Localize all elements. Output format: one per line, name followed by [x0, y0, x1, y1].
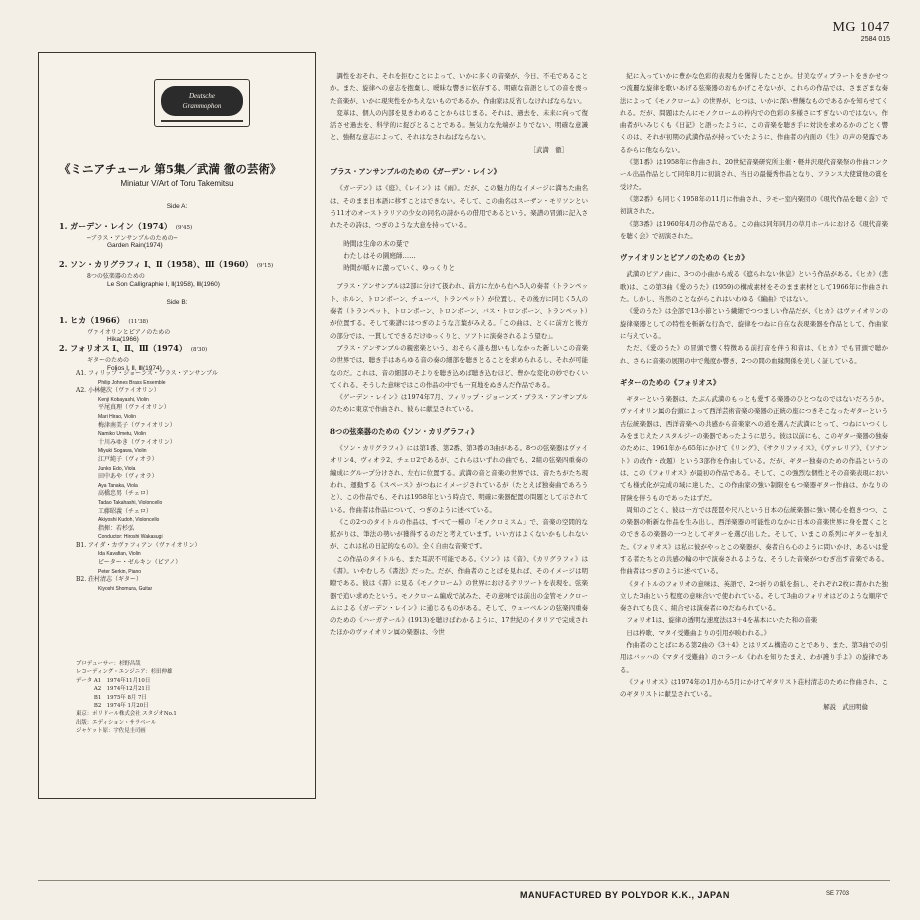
logo-badge: [161, 86, 243, 116]
commentary-author: 解説 武田明倫: [823, 702, 868, 711]
performer-line: Kiyoshi Shomura, Guitar: [98, 585, 153, 592]
logo-underline: [161, 120, 243, 122]
credit-line: データ A1 1974年11月10日: [76, 677, 151, 684]
notes-signature: ［武満 徹］: [529, 145, 568, 154]
credit-line: レコーディング・エンジニア：杉田伸雄: [76, 669, 173, 676]
performer-line: 高橋忠男（チェロ）: [98, 490, 152, 498]
performer-line: 江戸純子（ヴィオラ）: [98, 455, 158, 463]
side-a-label: Side A:: [166, 203, 188, 210]
notes-paragraph: ギターという楽器は、たぶん武満のもっとも愛する楽器のひとつなのではないだろうか。ヴァイオリン属の台頭によって西洋芸術音楽の楽器の正統の座につきそこなったギターという古伝統楽器は、西洋音楽への共感から音楽家への道を選んだ武満にとって、つねにいつくしみをまじえたノスタルジーの楽器であったように思う。彼は以前にも、このギター楽器の独奏のために、1961年から65年にかけて《リング》、《サクリファイス》、《ヴァレリア》、《ソナント》の改作・改題）という3部作を作曲している。だが、ギター独奏のための作品というのは、この《フォリオス》が最初の作品である。そして、この強烈な個性とその音楽表現においても様式化が完成の域に達した、この作曲家の強い制限をもつ楽器ギター作曲は、かなりの冒険を伴うものであったはずだ。: [620, 395, 888, 502]
performer-line: ピーター・ゼルキン（ピアノ）: [98, 559, 182, 567]
album-title-en: Miniatur V/Art of Toru Takemitsu: [120, 179, 234, 188]
footer-code: SE 7703: [826, 891, 850, 897]
notes-paragraph: ただ、《愛のうた》の冒頭で響く特徴ある前打音を伴う和音は、《ヒカ》でも冒頭で聴かれ、さらに音楽の展開の中で幾度か響き、2つの間の血縁関係を美しく証している。: [620, 344, 888, 365]
poem-line: わたしはその園庭師……: [343, 251, 416, 260]
notes-paragraph: 《第1番》は1958年に作曲され、20世紀音楽研究所主催・軽井沢現代音楽祭の作曲コンクール出品作品として同年8月に初演され、当日の最優秀作品となり、フランス大使賞他の賞を受けた。: [620, 158, 888, 191]
notes-paragraph: 《ガーデン》は《庭》、《レイン》は《雨》。だが、この魅力的なイメージに満ちた曲名は、そのまま日本語に移すことはできない。そして、この曲名はスーザン・モリソンという11才のオーストラリアの少女の同名の詩からの借用であるという。楽譜の冒頭に記入されたその詩は、つぎのような大意を持っている。: [330, 184, 588, 230]
notes-paragraph: 《愛のうた》は全部で13小節という繊細でつつましい作品だが、《ヒカ》はヴァイオリンの旋律楽器としての特性を斬新な行為で、旋律をつねに自在な表現楽器を作品として、作曲家に与えている。: [620, 307, 888, 340]
track-subtitle: 8つの弦楽器のための: [87, 273, 145, 280]
side-a-track-1: [59, 221, 299, 249]
notes-paragraph: ブラス・アンサンブルの親密楽という、おそらく誰も想いもしなかった新しいこの音楽の世界では、聴き手はあらゆる音の奏の細部を聴きとることを求められるし、それが可能なのだ。これは、音の細部のそよりを聴き込めば聴き込むほど、豊かな変化の妙でむくいてくれる、そうした意味ではこの作品の中でも一頁地をぬきんだ作品である。: [330, 343, 588, 389]
track-title: 1. ガーデン・レイン（1974）: [59, 221, 172, 231]
credit-line: 出版：エディション・サラベール: [76, 719, 157, 726]
section-heading-folios: ギターのための《フォリオス》: [620, 377, 721, 387]
notes-paragraph: この作品のタイトルも、また耳訳不可能である。《ソン》は《音》、《カリグラフィ》は《書》。いやむしろ《書法》だった。だが、作曲者のことばを見れば、そのイメージは明瞭である。彼は《書》に見る《モノクローム》の世界におけるテリツートを表現を、弦楽器で追い求めたという。モノクローム編成で試みた、その意味では前出の金管モノクロームによる《ガーデン・レイン》に通じるものがある。そして、ウェーベルンの弦楽四重奏のための《ハーガテール》(1913)を聴けばわかるように、17世紀のイタリアで完成されたほかのヴァイオリン属の楽器は、今世: [330, 554, 588, 637]
track-duration: (8'30): [190, 347, 208, 353]
notes-paragraph: 《タイトルのフォリオの意味は、英語で、2つ折りの紙を指し、それぞれ2枚に書かれた独立した3曲という程度の意味合いで使われている。そして3曲のフォリオはどのような順序で奏されても良く、組合せは演奏者にゆだねられている。: [620, 579, 888, 613]
side-a-track-2: [59, 259, 299, 288]
logo-line2: Grammophon: [182, 102, 222, 110]
notes-paragraph: ブラス・アンサンブルは2部に分けて扱われ、前方に左から右へ5人の奏者（トランペット、ホルン、トロンボーン、チューバ、トランペット）が位置し、その後方に同じく5人の奏者（トランペット、トロンボーン、トロンボーン、バス・トロンボーン、トランペット）が位置する。そして楽譜にはつぎのような言葉がみえる。「この曲は、とくに前方と後方の部分では、一貫してできるだけゆっくりと、ソフトに演奏されるよう望む」。: [330, 282, 588, 340]
track-duration: (9'15): [256, 263, 274, 269]
side-b-track-2: [59, 343, 299, 372]
credit-line: ジャケット原：宇佐見圭司画: [76, 728, 146, 735]
notes-paragraph: 武満のピアノ曲に、3つの小曲から成る《遮られない休息》という作品がある。《ヒカ》(悲歌)は、この第3曲《愛のうた》(1959)の構成素材をそのまま素材として1966年に作曲された。しかし、当然のことながらこれはいわゆる《編曲》ではない。: [620, 270, 888, 304]
track-title: 2. フォリオス Ⅰ、Ⅱ、Ⅲ（1974）: [59, 343, 187, 353]
notes-paragraph: 変革は、個人の内部を見きわめることからはじまる。それは、過去を、未来に向って復活させ過去を、科学的に捉びとることである。無気力な先端がよりでない、明確な意識と、強靭な意志によって、それはなされねばならない。: [330, 108, 588, 142]
catalog-subnumber: 2584 015: [860, 36, 890, 43]
section-heading-calligraphie: 8つの弦楽器のための《ソン・カリグラフィ》: [330, 426, 479, 436]
track-title-en: Garden Rain(1974): [107, 242, 163, 249]
notes-paragraph: 《フォリオス》は1974年の1月から5月にかけてギタリスト荘村清志のために作曲され、このギタリストに献呈されている。: [620, 677, 888, 699]
performer-line: 工藤昭義（チェロ）: [98, 507, 152, 515]
track-subtitle: ヴァイオリンとピアノのための: [87, 329, 171, 336]
manufacturer-line: MANUFACTURED BY POLYDOR K.K., JAPAN: [520, 890, 730, 900]
performer-line: B2. 荘村清志（ギター）: [76, 576, 142, 584]
performer-line: 梅津南美子（ヴァイオリン）: [98, 421, 176, 429]
performer-line: Peter Serkin, Piano: [98, 568, 142, 575]
performer-line: Tadao Takahashi, Violoncello: [98, 499, 163, 506]
section-heading-hika: ヴァイオリンとピアノのための《ヒカ》: [620, 253, 749, 263]
logo-line1: Deutsche: [188, 92, 216, 100]
credit-line: B2 1974年 1月20日: [76, 703, 149, 710]
track-duration: (11'38): [128, 319, 149, 325]
deutsche-grammophon-logo: [154, 79, 250, 127]
track-title: 2. ソン・カリグラフィ Ⅰ、Ⅱ（1958）、Ⅲ（1960）: [59, 259, 253, 269]
poem-line: 時間が順々に激っていく、ゆっくりと: [343, 264, 456, 273]
footer-divider: [38, 880, 890, 881]
performer-line: Aya Tanaka, Viola: [98, 482, 138, 489]
performer-line: Conductor: Hiroshi Wakasugi: [98, 534, 163, 541]
track-title-en: Hika(1966): [107, 336, 139, 343]
performer-line: A2. 小林健次（ヴァイオリン）: [76, 387, 160, 395]
notes-paragraph: フォリオ1は、旋律の透明な速度法は3＋4を基本にいたた和の音楽: [626, 616, 818, 625]
performers-list: [76, 370, 266, 593]
notes-paragraph: 《ゲーデン・レイン》は1974年7月、フィリップ・ジョーンズ・ブラス・アンサンブルのために東京で作曲され、彼らに献呈されている。: [330, 393, 588, 414]
production-credits: [76, 660, 266, 736]
performer-line: Namiko Umetu, Violin: [98, 431, 146, 438]
performer-line: 指揮：若杉弘: [98, 524, 135, 532]
track-subtitle: ─ブラス・アンサンブルのための─: [87, 235, 178, 242]
track-title-en: Folios Ⅰ, Ⅱ, Ⅲ(1974): [107, 365, 162, 372]
poem-line: 時間は生命の木の葉で: [343, 239, 410, 248]
track-duration: (9'45): [175, 225, 193, 231]
notes-paragraph: 作曲者のことばにある第2曲の《3＋4》とはリズム構造のことであり、また、第3曲での引用はバッハの《マタイ受難曲》のコラール《われを知りたまえ、わが護り手よ》の旋律である。: [620, 641, 888, 674]
performer-line: Ida Kavafian, Violin: [98, 551, 141, 558]
catalog-number: MG 1047: [832, 20, 890, 35]
notes-paragraph: 紀に入っていかに豊かな色彩的表現力を獲得したことか。甘美なヴィブラートをきかせつつ流麗な旋律を歌いあげる弦楽器のおもかげこそないが、これらの作品では、さまざまな奏法によって《モノクローム》の世界が、ヒつは、いかに深い豊饒なものであるかを知らせてくれる。だが、問題はたんにモノクロームの枠内での色彩の多様さにすぎないのではない。作曲者がいみじくも《日記》と語ったように、この音楽を聴き手に対決を求めるかのごとく響くのは、それが初期の武満作品が持っていたように、作曲者の内面の《生》の声の発露であるからに他ならない。: [620, 72, 888, 154]
performer-line: Miyuki Sogawa, Violin: [98, 448, 147, 455]
catalog-number-block: [832, 20, 890, 43]
notes-paragraph: 《第3番》は1960年4月の作品である。この曲は同年同月の草月ホールにおける《現代音楽を聴く会》で初演された。: [620, 219, 888, 240]
performer-line: 十川みゆき（ヴァイオリン）: [98, 438, 176, 446]
performer-line: A1. フィリップ・ジョーンズ・ブラス・アンサンブル: [76, 370, 218, 377]
credit-line: プロデューサー：杉野昌哉: [76, 661, 141, 667]
credit-line: A2 1974年12月21日: [76, 686, 151, 693]
side-b-track-1: [59, 315, 299, 343]
performer-line: Mari Hirao, Violin: [98, 413, 136, 420]
performer-line: Kenji Kobayashi, Violin: [98, 396, 149, 403]
performer-line: Akiyoshi Kudoh, Violoncello: [98, 517, 160, 524]
notes-paragraph: 《第2番》も同じく1958年の11月に作曲され、ラモー室内楽団の《現代作品を聴く会》で初演された。: [620, 194, 888, 216]
track-title: 1. ヒカ（1966）: [59, 315, 125, 325]
notes-paragraph: 調性をおそれ、それを拒むことによって、いかに多くの音楽が、今日、不毛であることか。また、旋律への意志を抱棄し、曖昧な響きに依存する、明確な音語としての音を喪った音楽が、いかに現実性をかちえないものであるか。作曲家は反省しなければならない。: [330, 72, 588, 105]
section-heading-garden-rain: ブラス・アンサンブルのための《ガーデン・レイン》: [330, 167, 501, 177]
performer-line: Junko Edo, Viola: [98, 465, 136, 472]
notes-paragraph: 周知のごとく、彼は一方では琵琶や尺八という日本の伝統楽器に強い関心を抱きつつ、この楽器の斬新な作品を生み出し、西洋楽器の可能性のなかに日本の音楽世界に身を置くことのできるの楽器の一つとしてギターを選び出した。そして、いまこの系列にギターを加えた。《フォリオス》は私に彼がやっとこの楽器が、奏者自ら心のように問いかけ、あるいは愛する者たちとの共感の輪の中で演奏されるような、そうした音楽がつむぎ出す音楽である。作曲者はつぎのように述べている。: [620, 505, 888, 576]
notes-paragraph: 《ソン・カリグラフィ》には第1番、第2番、第3番の3曲がある。8つの弦楽器はヴァイオリン4、ヴィオラ2、チェロ2であるが、これらはいずれの曲でも、2組の弦楽四重奏の編成にグループ分けされ、左右に位置する。武満の音と音楽の世界では、音たちがたち現われ、運動する《スペース》がつねにイメージされているが（たとえば独奏曲であろうと）、この作品でも、それは1958年という時点で、明確に楽器配置の問題として示されている。作曲者は作品について、つぎのように述べている。: [330, 444, 588, 514]
performer-line: B1. アイダ・カヴァフィアン（ヴァイオリン）: [76, 541, 201, 549]
credit-line: B1 1975年 8月 7日: [76, 694, 147, 701]
credit-line: 東京：ポリドール株式会社 スタジオNo.1: [76, 711, 177, 718]
track-title-en: Le Son Calligraphie Ⅰ, Ⅱ(1958), Ⅲ(1960): [107, 281, 220, 288]
side-b-label: Side B:: [166, 299, 188, 306]
liner-notes-column-2: [620, 70, 888, 713]
liner-notes-column-1: [330, 70, 588, 639]
track-subtitle: ギターのための: [87, 357, 129, 364]
album-title-jp: 《ミニアチュール 第5集／武満 徹の芸術》: [59, 162, 282, 176]
performer-line: 平尾真理（ヴァイオリン）: [98, 404, 170, 412]
poem-excerpt: [343, 238, 588, 275]
performer-line: Philip Johnes Brass Ensemble: [98, 379, 166, 386]
notes-paragraph: 日は枠歌、マタイ受難曲よりの引用が映われる。》: [626, 628, 771, 637]
notes-paragraph: 《この2つのタイトルの作品は、すべて一種の「モノクロミスム」で、音楽の空間的な拡がりは、筆法の勢いが獲得するのだと考えています。いい方はよくないかもしれないが、これは私の日記的なもの》。全く自由な音楽です。: [330, 517, 588, 551]
performer-line: 田中あや（ヴィオラ）: [98, 473, 158, 481]
